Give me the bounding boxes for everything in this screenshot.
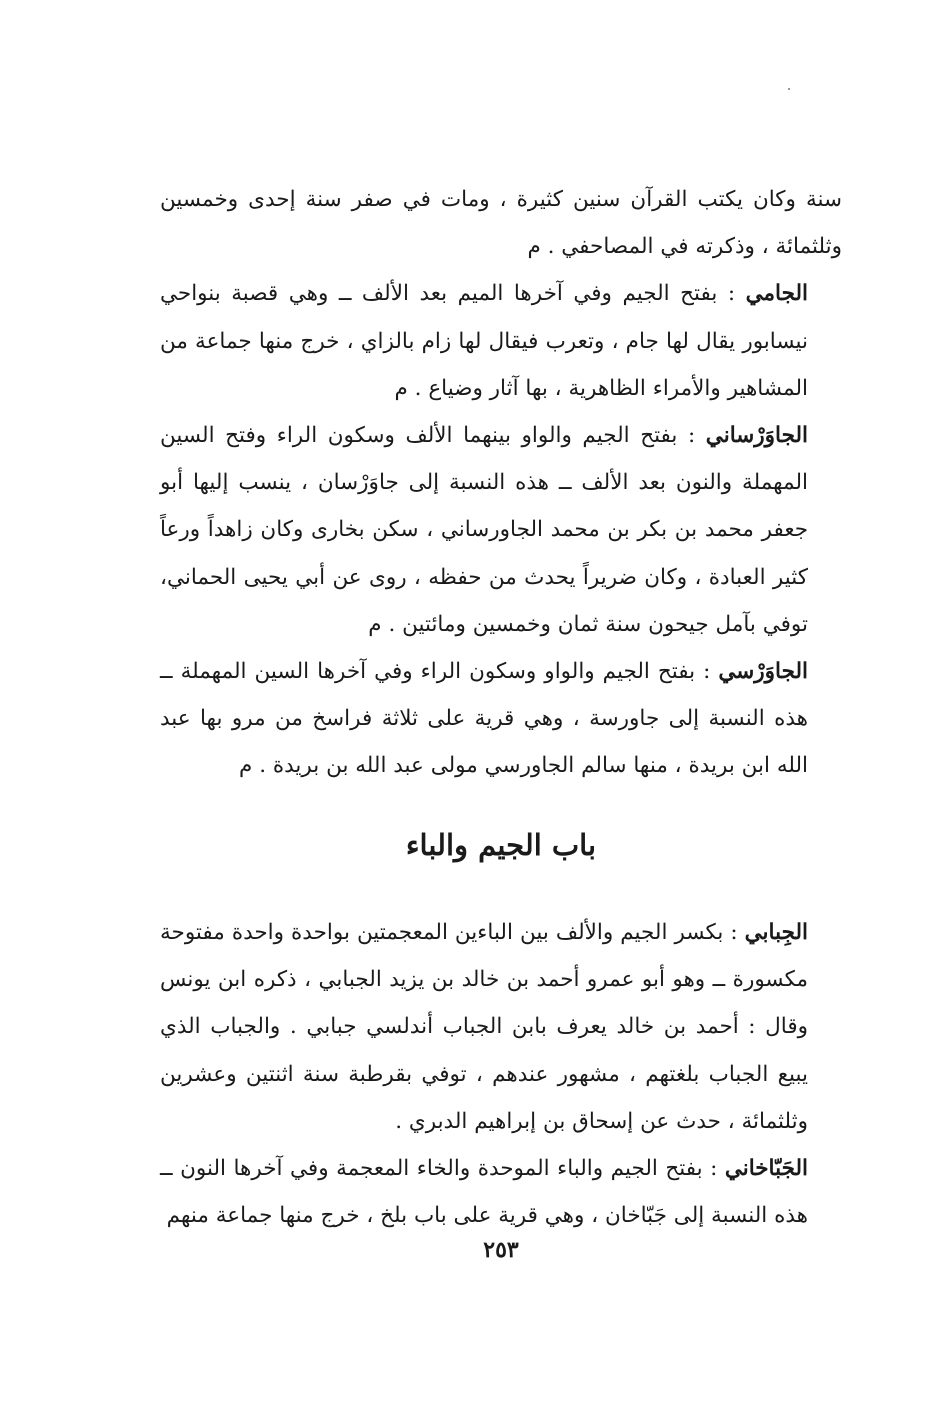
entry-body: : بفتح الجيم والباء الموحدة والخاء المعجمة وفي آخرها النون ــ هذه النسبة إلى جَبّاخان ، وهي قرية على باب بلخ ، خرج منها جماعة منهم [160, 1156, 808, 1229]
entry-body: : بكسر الجيم والألف بين الباءين المعجمتين بواحدة واحدة مفتوحة مكسورة ــ وهو أبو عمرو أحمد بن خالد بن يزيد الجبابي ، ذكره ابن يونس وقال : أحمد بن خالد يعرف بابن الجباب أندلسي جبابي . والجباب الذي يبيع الجباب بلغتهم ، مشهور عندهم ، توفي بقرطبة سنة اثنتين وعشرين وثلثمائة ، حدث عن إسحاق بن إبراهيم الدبري . [160, 920, 808, 1134]
entry-body: سنة وكان يكتب القرآن سنين كثيرة ، ومات في صفر سنة إحدى وخمسين وثلثمائة ، وذكرته في المصاحفي . م [160, 187, 842, 260]
paragraph-jami [160, 270, 842, 412]
paragraph-continuation [160, 176, 842, 270]
entry-headword: الجِبابي [744, 920, 808, 945]
page-number: ٢٥٣ [483, 1237, 519, 1263]
paragraph-jawarsi [160, 648, 842, 790]
top-text-block [160, 176, 842, 790]
section-heading: باب الجيم والباء [405, 828, 597, 862]
paragraph-jabakhani [160, 1145, 842, 1239]
entry-headword: الجاوَرْسي [718, 659, 808, 685]
entry-headword: الجاوَرْساني [705, 423, 808, 449]
entry-body: : بفتح الجيم وفي آخرها الميم بعد الألف ــ وهي قصبة بنواحي نيسابور يقال لها جام ، وتعرب فيقال لها زام بالزاي ، خرج منها جماعة من المشاهير والأمراء الظاهرية ، بها آثار وضياع . م [160, 281, 808, 401]
entry-body: : بفتح الجيم والواو بينهما الألف وسكون الراء وفتح السين المهملة والنون بعد الألف ــ هذه النسبة إلى جاوَرْسان ، ينسب إليها أبو جعفر محمد بن بكر بن محمد الجاورساني ، سكن بخارى وكان زاهداً ورعاً كثير العبادة ، وكان ضريراً يحدث من حفظه ، روى عن أبي يحيى الحماني، توفي بآمل جيحون سنة ثمان وخمسين ومائتين . م [160, 423, 808, 637]
margin-speck [788, 88, 790, 90]
paragraph-jibabi [160, 909, 842, 1145]
entry-headword: الجَبّاخاني [724, 1156, 808, 1182]
entry-headword: الجامي [745, 281, 808, 307]
bottom-text-block [160, 909, 842, 1239]
paragraph-jawarsani [160, 412, 842, 648]
entry-body: : بفتح الجيم والواو وسكون الراء وفي آخرها السين المهملة ــ هذه النسبة إلى جاورسة ، وهي قرية على ثلاثة فراسخ من مرو بها عبد الله ابن بريدة ، منها سالم الجاورسي مولى عبد الله بن بريدة . م [160, 659, 808, 779]
